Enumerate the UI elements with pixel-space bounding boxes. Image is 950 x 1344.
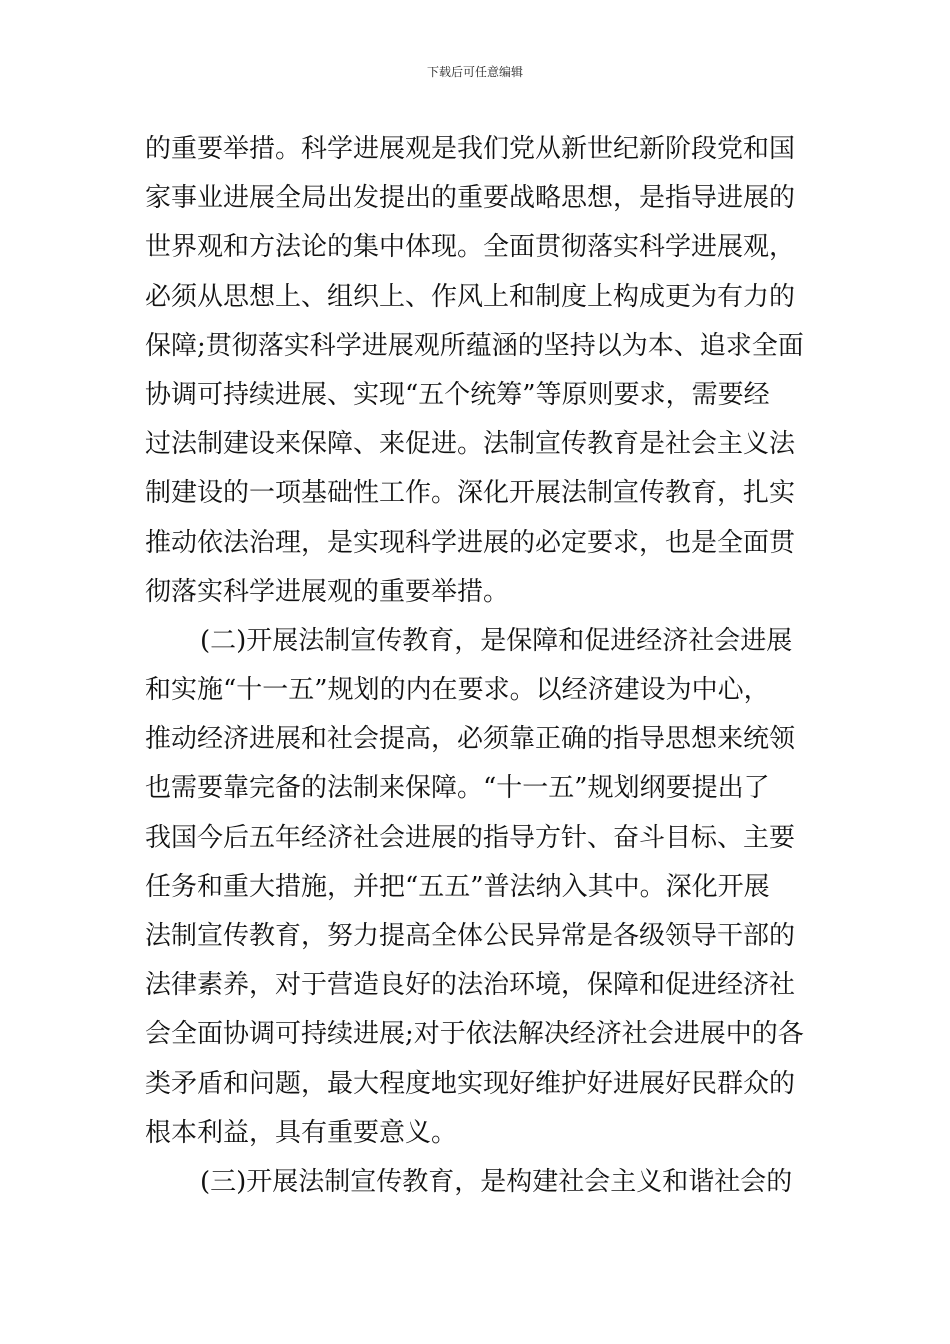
paragraph-2-start: (二)开展法制宣传教育，是保障和促进经济社会进展 [200, 625, 793, 656]
text-line-14: 也需要靠完备的法制来保障。“十一五”规划纲要提出了 [145, 773, 770, 804]
text-line-9: 推动依法治理，是实现科学进展的必定要求，也是全面贯 [145, 527, 796, 558]
text-line-5: 保障;贯彻落实科学进展观所蕴涵的坚持以为本、追求全面 [145, 330, 804, 361]
text-line-4: 必须从思想上、组织上、作风上和制度上构成更为有力的 [145, 281, 796, 312]
text-line-12: 和实施“十一五”规划的内在要求。以经济建设为中心， [145, 675, 770, 706]
text-line-7: 过法制建设来保障、来促进。法制宣传教育是社会主义法 [145, 429, 796, 460]
text-line-2: 家事业进展全局出发提出的重要战略思想，是指导进展的 [145, 183, 796, 214]
text-line-19: 会全面协调可持续进展;对于依法解决经济社会进展中的各 [145, 1019, 804, 1050]
text-line-8: 制建设的一项基础性工作。深化开展法制宣传教育，扎实 [145, 478, 796, 509]
text-line-13: 推动经济进展和社会提高，必须靠正确的指导思想来统领 [145, 724, 796, 755]
text-line-21: 根本利益，具有重要意义。 [145, 1117, 458, 1148]
page-header: 下载后可任意编辑 [426, 65, 523, 79]
text-line-6: 协调可持续进展、实现“五个统筹”等原则要求，需要经 [145, 379, 770, 410]
text-line-10: 彻落实科学进展观的重要举措。 [145, 576, 510, 607]
text-line-20: 类矛盾和问题，最大程度地实现好维护好进展好民群众的 [145, 1068, 796, 1099]
text-line-15: 我国今后五年经济社会进展的指导方针、奋斗目标、主要 [145, 822, 796, 853]
document-body [145, 125, 811, 1207]
text-line-16: 任务和重大措施，并把“五五”普法纳入其中。深化开展 [145, 871, 770, 902]
text-line-1: 的重要举措。科学进展观是我们党从新世纪新阶段党和国 [145, 134, 796, 164]
paragraph-3-start: (三)开展法制宣传教育，是构建社会主义和谐社会的 [200, 1166, 793, 1197]
text-line-3: 世界观和方法论的集中体现。全面贯彻落实科学进展观， [145, 232, 796, 263]
text-line-18: 法律素养，对于营造良好的法治环境，保障和促进经济社 [145, 970, 796, 1001]
text-line-17: 法制宣传教育，努力提高全体公民异常是各级领导干部的 [145, 921, 796, 951]
